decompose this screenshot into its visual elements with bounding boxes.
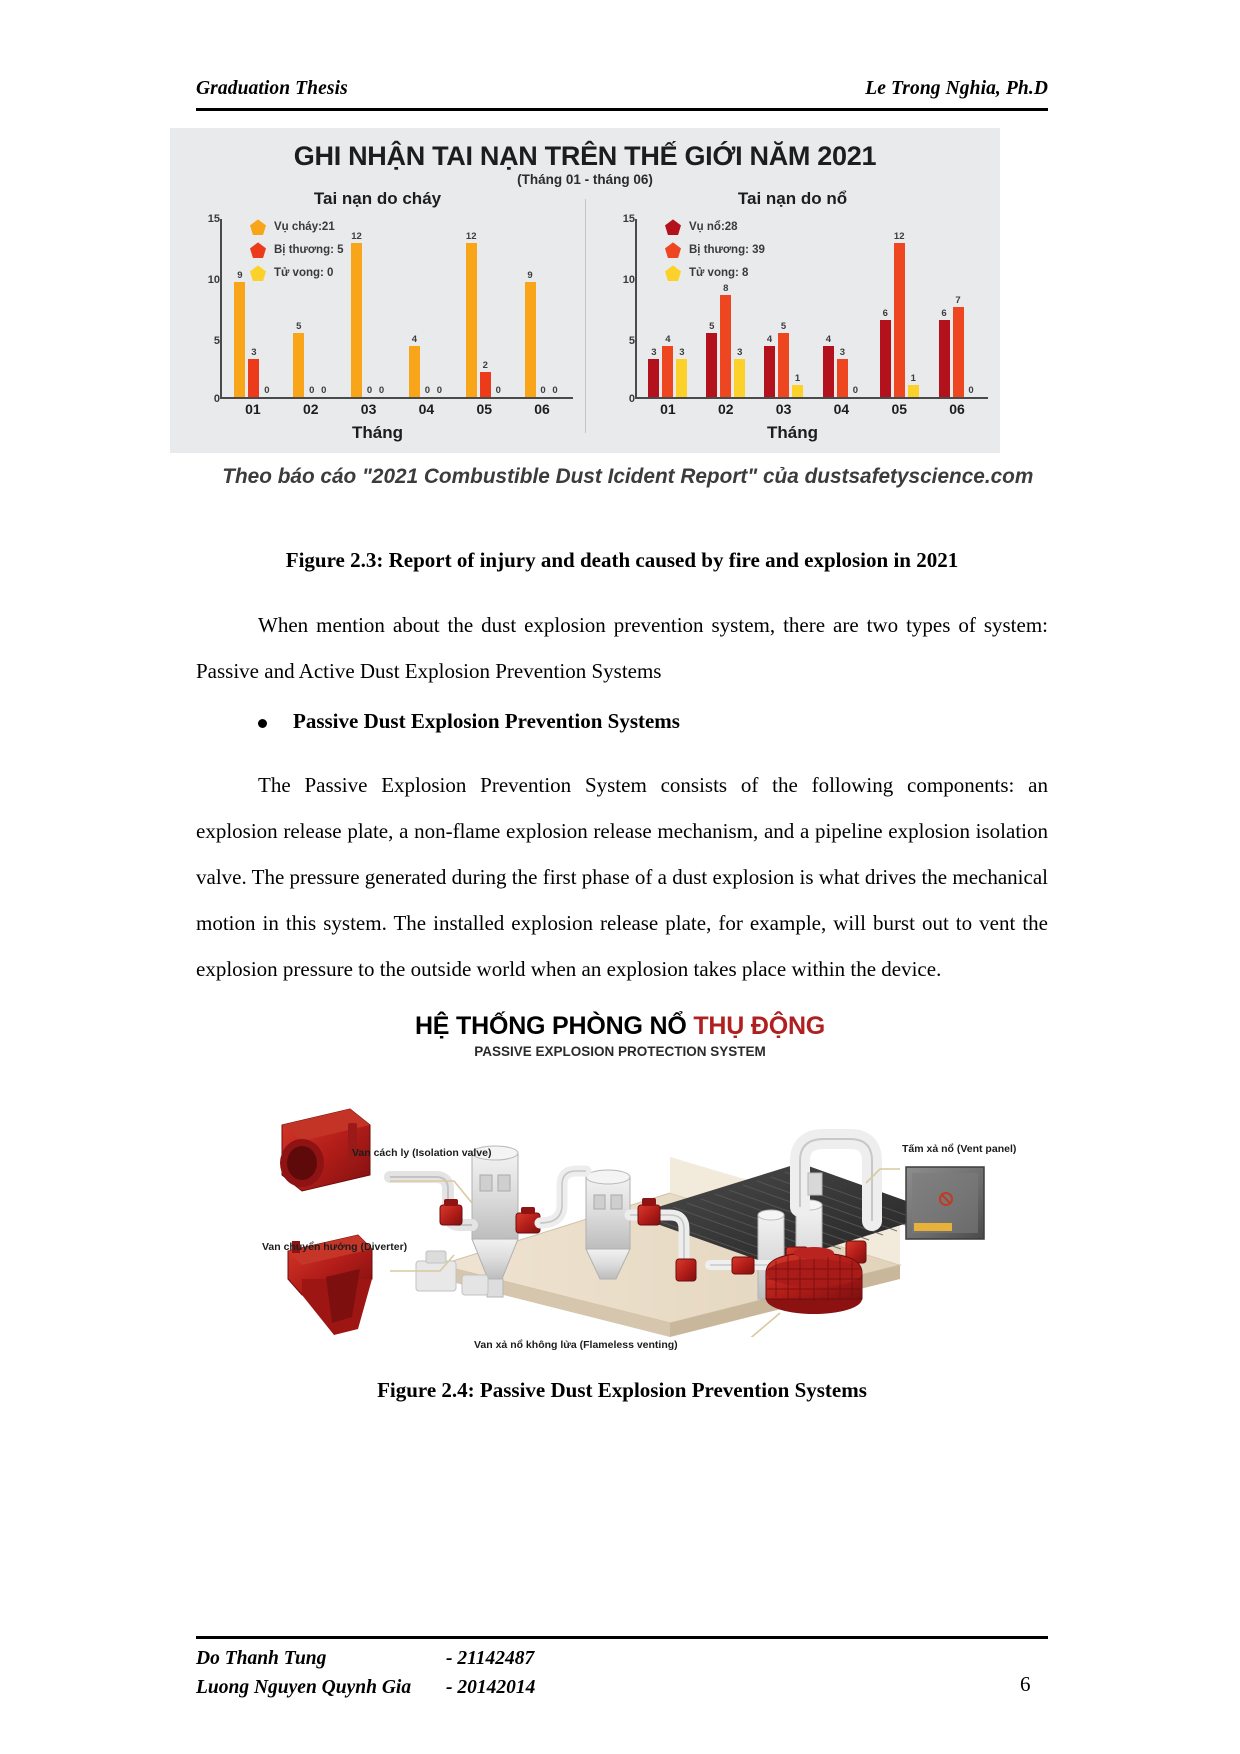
footer-name-1: Do Thanh Tung	[196, 1648, 327, 1669]
diagram-title-main: HỆ THỐNG PHÒNG NỔ	[414, 1012, 694, 1040]
pentagon-swatch-icon	[665, 219, 681, 235]
x-tick-labels-fire	[224, 401, 571, 417]
x-label-fire-2: 03	[360, 401, 377, 418]
footer-divider	[196, 1636, 1048, 1639]
chart-image	[170, 128, 1000, 453]
paragraph-intro: When mention about the dust explosion prevention system, there are two types of system: Passive and Active Dust Explosion Prevention Systems	[196, 613, 1048, 683]
legend-item-explosion-1	[665, 242, 765, 258]
bar-explosion-02-s2: 3	[734, 359, 745, 397]
bar-group-fire-03	[340, 219, 398, 397]
bar-explosion-03-s2: 1	[792, 385, 803, 398]
y-tick-15-fire: 15	[207, 213, 220, 226]
bar-explosion-04-s2: 0	[852, 385, 859, 397]
bar-explosion-05-s1: 12	[894, 243, 905, 397]
x-label-fire-1: 02	[302, 401, 319, 418]
passive-system-svg	[240, 1065, 1000, 1337]
duct-window-right	[808, 1173, 822, 1195]
legend-fire	[250, 219, 344, 288]
figure-2-3-caption: Figure 2.3: Report of injury and death caused by fire and explosion in 2021	[285, 548, 959, 572]
x-label-explosion-2: 03	[775, 401, 792, 418]
header-divider	[196, 108, 1048, 111]
footer-row-1	[196, 1644, 1048, 1673]
diagram-subtitle: PASSIVE EXPLOSION PROTECTION SYSTEM	[474, 1044, 766, 1059]
bar-explosion-02-s1: 8	[720, 295, 731, 398]
bar-fire-04-s2: 0	[436, 385, 443, 397]
header-right-text: Le Trong Nghia, Ph.D	[865, 78, 1048, 99]
legend-label-fire-0: Vụ cháy:21	[274, 221, 335, 234]
x-axis-explosion	[635, 385, 988, 399]
y-axis-explosion	[635, 219, 637, 399]
diagram-title	[240, 1012, 1000, 1041]
flameless-venting-device	[766, 1247, 862, 1314]
y-tick-0-fire: 0	[213, 393, 220, 406]
x-axis-title-fire: Tháng	[352, 423, 403, 443]
chart-panel-explosion	[585, 189, 1000, 443]
x-label-fire-5: 06	[534, 401, 550, 418]
bar-fire-03-s0: 12	[351, 243, 362, 397]
running-header	[196, 78, 1048, 100]
bar-explosion-05-s2: 1	[908, 385, 919, 398]
legend-item-explosion-2	[665, 265, 765, 281]
chart-panels	[170, 189, 1000, 443]
x-label-fire-3: 04	[418, 401, 435, 418]
legend-label-explosion-0: Vụ nổ:28	[689, 221, 738, 234]
footer-block	[196, 1644, 1048, 1702]
chart-panel-fire	[170, 189, 585, 443]
bar-group-explosion-04	[812, 219, 870, 397]
bar-explosion-04-s1: 3	[837, 359, 848, 397]
bar-fire-03-s1: 0	[366, 385, 373, 397]
pentagon-swatch-icon	[250, 265, 266, 281]
x-tick-labels-explosion	[639, 401, 986, 417]
header-left-text: Graduation Thesis	[196, 78, 348, 99]
footer-name-2: Luong Nguyen Quynh Gia	[196, 1677, 412, 1698]
x-label-explosion-5: 06	[949, 401, 965, 418]
chart-main-title: GHI NHẬN TAI NẠN TRÊN THẾ GIỚI NĂM 2021	[293, 141, 877, 171]
label-vent-panel: Tấm xả nổ (Vent panel)	[902, 1143, 1017, 1155]
footer-id-1: - 21142487	[446, 1648, 535, 1669]
bar-group-fire-06	[513, 219, 571, 397]
panel-title-fire: Tai nạn do cháy	[313, 189, 442, 209]
bar-fire-06-s1: 0	[540, 385, 546, 397]
bar-explosion-05-s0: 6	[880, 320, 891, 397]
legend-label-fire-2: Tử vong: 0	[274, 267, 334, 280]
x-axis-title-explosion: Tháng	[767, 423, 818, 443]
figure-2-4	[240, 1012, 1017, 1352]
bar-explosion-01-s2: 3	[676, 359, 687, 397]
legend-label-explosion-2: Tử vong: 8	[689, 267, 749, 280]
bar-fire-04-s1: 0	[424, 385, 431, 397]
bar-fire-06-s2: 0	[552, 385, 558, 397]
paragraph-passive-description: The Passive Explosion Prevention System consists of the following components: an explosion release plate, a non-flame explosion release mechanism, and a pipeline explosion isolation valve. The pressure generated during the first phase of a dust explosion is what drives the mechanical motion in this system. The installed explosion release plate, for example, will burst out to vent the explosion pressure to the outside world when an explosion takes place within the device.	[196, 773, 1048, 981]
diagram-title-accent: THỤ ĐỘNG	[693, 1012, 826, 1040]
legend-item-fire-2	[250, 265, 344, 281]
figure-2-3	[170, 128, 1070, 489]
panel-title-explosion: Tai nạn do nổ	[737, 189, 848, 209]
cyclone-silo-center	[586, 1170, 630, 1279]
bar-group-fire-05	[455, 219, 513, 397]
bar-explosion-01-s1: 4	[662, 346, 673, 397]
y-tick-10-explosion: 10	[622, 274, 635, 287]
y-tick-5-explosion: 5	[628, 335, 635, 348]
bar-explosion-06-s1: 7	[953, 307, 964, 397]
y-tick-15-explosion: 15	[622, 213, 635, 226]
bar-fire-01-s2: 0	[264, 385, 270, 397]
bar-explosion-03-s0: 4	[764, 346, 775, 397]
diagram-illustration	[240, 1065, 1017, 1351]
bar-group-fire-04	[397, 219, 455, 397]
bar-fire-04-s0: 4	[409, 346, 420, 397]
bar-explosion-01-s0: 3	[648, 359, 659, 397]
bullet-passive-systems	[196, 698, 1048, 744]
bar-explosion-06-s0: 6	[939, 320, 950, 397]
x-label-explosion-4: 05	[891, 401, 908, 418]
legend-label-fire-1: Bị thương: 5	[274, 244, 344, 257]
pentagon-swatch-icon	[665, 242, 681, 258]
bar-explosion-02-s0: 5	[706, 333, 717, 397]
vent-panel	[906, 1167, 984, 1239]
bar-explosion-06-s2: 0	[968, 385, 974, 397]
label-isolation-valve: Van cách ly (Isolation valve)	[352, 1147, 492, 1159]
label-diverter: Van chuyển hướng (Diverter)	[262, 1241, 408, 1253]
y-tick-10-fire: 10	[207, 274, 220, 287]
x-label-explosion-1: 02	[717, 401, 734, 418]
bar-fire-01-s1: 3	[248, 359, 259, 397]
bullet-label: Passive Dust Explosion Prevention Systems	[293, 709, 680, 733]
bar-fire-01-s0: 9	[234, 282, 245, 398]
x-label-explosion-3: 04	[833, 401, 850, 418]
figure-2-4-caption: Figure 2.4: Passive Dust Explosion Prevention Systems	[377, 1378, 867, 1402]
y-axis-fire	[220, 219, 222, 399]
red-valve-horizontal	[732, 1257, 754, 1274]
y-tick-5-fire: 5	[213, 335, 220, 348]
x-label-fire-0: 01	[245, 401, 261, 418]
y-tick-0-explosion: 0	[628, 393, 635, 406]
x-label-explosion-0: 01	[660, 401, 676, 418]
bar-fire-06-s0: 9	[525, 282, 536, 398]
bar-explosion-03-s1: 5	[778, 333, 789, 397]
x-axis-fire	[220, 385, 573, 399]
legend-label-explosion-1: Bị thương: 39	[689, 244, 765, 257]
legend-item-fire-0	[250, 219, 344, 235]
plot-area-fire	[176, 213, 579, 425]
pentagon-swatch-icon	[665, 265, 681, 281]
flameless-vent-valve-center-2	[676, 1259, 696, 1281]
legend-item-explosion-0	[665, 219, 765, 235]
bar-explosion-04-s0: 4	[823, 346, 834, 397]
bar-fire-03-s2: 0	[378, 385, 385, 397]
page-number: 6	[1020, 1672, 1031, 1696]
bar-fire-02-s1: 0	[309, 385, 315, 397]
x-label-fire-4: 05	[476, 401, 493, 418]
pentagon-swatch-icon	[250, 242, 266, 258]
bar-fire-05-s2: 0	[495, 385, 501, 397]
chart-source-note: Theo báo cáo "2021 Combustible Dust Icident Report" của dustsafetyscience.com	[222, 465, 1034, 489]
bar-group-explosion-06	[928, 219, 986, 397]
bar-fire-02-s0: 5	[293, 333, 304, 397]
pentagon-swatch-icon	[250, 219, 266, 235]
chart-subtitle: (Tháng 01 - tháng 06)	[517, 172, 653, 188]
bar-fire-02-s2: 0	[321, 385, 327, 397]
bar-group-explosion-05	[870, 219, 928, 397]
footer-row-2	[196, 1673, 1048, 1702]
bar-fire-05-s0: 12	[466, 243, 477, 397]
legend-explosion	[665, 219, 765, 288]
plot-area-explosion	[591, 213, 994, 425]
bullet-dot-icon	[258, 719, 267, 728]
legend-item-fire-1	[250, 242, 344, 258]
footer-id-2: - 20142014	[446, 1677, 536, 1698]
bar-fire-05-s1: 2	[480, 372, 491, 398]
label-flameless-venting: Van xả nổ không lửa (Flameless venting)	[474, 1339, 678, 1351]
